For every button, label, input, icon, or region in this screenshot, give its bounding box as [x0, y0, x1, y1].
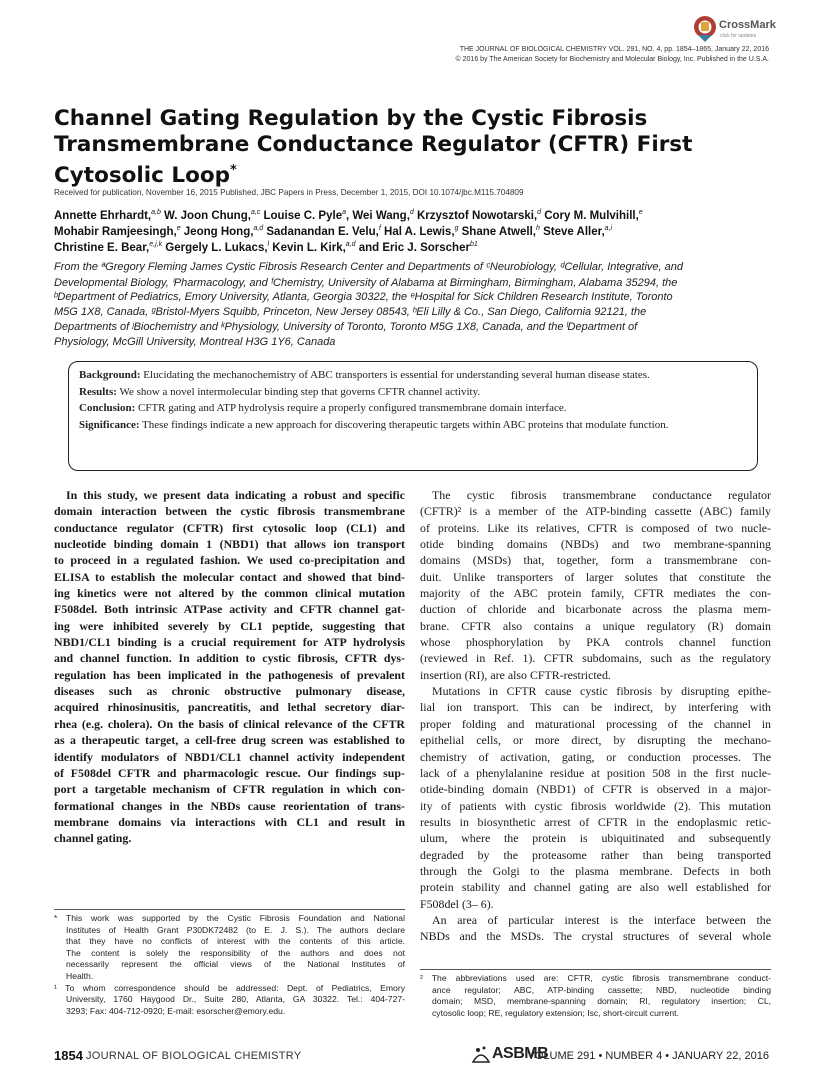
- affiliation-line: From the ªGregory Fleming James Cystic Fibrosis Research Center and Departments of ᶜNeurobiology, ᵈCellular, Integrative, and: [54, 261, 684, 273]
- crossmark-subtitle: click for updates: [720, 33, 757, 39]
- received-line: Received for publication, November 16, 2015 Published, JBC Papers in Press, December 1, 2015, DOI 10.1074/jbc.M115.704809: [54, 188, 524, 197]
- text-line: (reviewed in Ref. 1). CFTR subdomains, such as the regulatory: [420, 651, 771, 666]
- author-name: Shane Atwell,: [458, 225, 536, 238]
- structured-abstract-box: [68, 361, 758, 471]
- footnotes-left: [54, 913, 405, 1017]
- author-name: W. Joon Chung,: [160, 209, 251, 222]
- text-line: nucleotide binding domain 1 (NBD1) that allows ion transport: [54, 537, 405, 552]
- asbmb-logo-text: ASBMB: [492, 1045, 549, 1062]
- text-line: protein stability and channel gating are also well established for: [420, 880, 771, 895]
- page-number: 1854: [54, 1048, 83, 1063]
- text-line: formational changes in the NBDs cause reorientation of trans-: [54, 798, 405, 813]
- footnotes-right: [420, 973, 771, 1019]
- text-line: lack of a phenylalanine residue at position 508 in the first nucle-: [420, 765, 771, 780]
- text-line: duction of chloride and bicarbonate across the plasma mem-: [420, 602, 771, 617]
- text-line: channel gating.: [54, 831, 132, 846]
- text-line: ing kinetics were not altered by the common clinical mutation: [54, 586, 405, 601]
- text-line: ity of patients with cystic fibrosis worldwide (2). This mutation: [420, 798, 771, 813]
- author-name: Christine E. Bear,: [54, 241, 150, 254]
- text-line: domain interaction between the cystic fibrosis transmembrane: [54, 504, 405, 519]
- text-line: cytosolic loop; RE, regulatory extension; Isc, short-circuit current.: [432, 1007, 679, 1018]
- title-line-1: Channel Gating Regulation by the Cystic Fibrosis: [54, 106, 648, 131]
- author-name: Kevin L. Kirk,: [269, 241, 346, 254]
- text-line: NBD1/CL1 binding is a crucial requirement for ATP hydrolysis: [54, 635, 405, 650]
- affiliation-line: Developmental Biology, ⁱPharmacology, and ᶠChemistry, University of Alabama at Birmingham, Birmingham, Alabama 35294, the: [54, 277, 678, 289]
- text-line: chemistry of activation, gating, or conduction processes. The: [420, 749, 771, 764]
- authors-line-1: Annette Ehrhardt,$^{a,b}$ W. Joon Chung,$^{a,c}$ Louise C. Pyle$^a$, Wei Wang,$^d$ Krzysztof Nowotarski,$^d$ Cory M. Mulvihill,$^e$: [54, 209, 643, 222]
- text-line: The cystic fibrosis transmembrane conductance regulator: [432, 488, 771, 502]
- asbmb-flask-icon: [470, 1044, 492, 1064]
- text-line: 3293; Fax: 404-712-0920; E-mail: esorscher@emory.edu.: [66, 1005, 286, 1016]
- text-line: F508del (3– 6).: [420, 896, 494, 911]
- text-line: insertion (RI), are also CFTR-restricted.: [420, 667, 611, 682]
- text-line: otide binding domains (NBDs) and two membrane-spanning: [420, 537, 771, 552]
- text-line: diseases such as chronic obstructive pulmonary disease,: [54, 684, 405, 699]
- text-line: that they have no conflicts of interest with the contents of this article.: [66, 936, 405, 947]
- text-line: Health.: [66, 970, 94, 981]
- author-name: and Eric J. Sorscher: [355, 241, 470, 254]
- volume-info: VOLUME 291 • NUMBER 4 • JANUARY 22, 2016: [527, 1050, 769, 1062]
- text-line: ELISA to establish the molecular contact and showed that bind-: [54, 569, 405, 584]
- abstract-significance: Significance: These findings indicate a new approach for discovering therapeutic targets within ABC proteins that modulate function.: [79, 418, 669, 431]
- text-line: acquired rhinosinusitis, pancreatitis, and lethal secretory diar-: [54, 700, 405, 715]
- article-title: [54, 106, 754, 189]
- text-line: F508del. Both intrinsic ATPase activity and CFTR channel gat-: [54, 602, 405, 617]
- text-line: identify modulators of NBD1/CL1 channel activity independent: [54, 749, 405, 764]
- author-name: Mohabir Ramjeesingh,: [54, 225, 177, 238]
- authors-line-2: Mohabir Ramjeesingh,$^e$ Jeong Hong,$^{a,d}$ Sadanandan E. Velu,$^f$ Hal A. Lewis,$^g$ Shane Atwell,$^h$ Steve Aller,$^{a,i}$: [54, 225, 613, 238]
- text-line: and channel function. In addition to cystic fibrosis, CFTR dys-: [54, 651, 405, 666]
- text-line: results in biosynthetic arrest of CFTR in the endoplasmic retic-: [420, 814, 771, 829]
- author-name: Steve Aller,: [539, 225, 605, 238]
- abstract-text: [54, 487, 405, 847]
- text-line: ing were inhibited severely by CL1 peptide, suggesting that: [54, 618, 405, 633]
- text-line: whose phosphorylation by PKA controls channel function: [420, 635, 771, 650]
- text-line: port a targetable mechanism of CFTR regulation in which con-: [54, 782, 405, 797]
- text-line: ulum, where the protein is ubiquitinated and subsequently: [420, 831, 771, 846]
- text-line: epithelial cells, or more direct, by disrupting the mechano-: [420, 733, 771, 748]
- author-name: Hal A. Lewis,: [380, 225, 455, 238]
- running-head-line1: THE JOURNAL OF BIOLOGICAL CHEMISTRY VOL. 291, NO. 4, pp. 1854–1865, January 22, 2016: [459, 46, 769, 53]
- title-line-3: Cytosolic Loop: [54, 163, 231, 189]
- text-line: In this study, we present data indicating a robust and specific: [66, 488, 405, 502]
- text-line: necessarily represent the official views of the National Institutes of: [66, 959, 405, 970]
- author-name: Louise C. Pyle: [260, 209, 343, 222]
- title-footnote-mark[interactable]: *: [230, 163, 237, 178]
- text-line: domains (MSDs) that, together, form a transmembrane con-: [420, 553, 771, 568]
- text-line: * This work was supported by the Cystic Fibrosis Foundation and National: [54, 913, 405, 923]
- author-name: Sadanandan E. Velu,: [263, 225, 379, 238]
- running-head-line2: © 2016 by The American Society for Biochemistry and Molecular Biology, Inc. Published in the U.S.A.: [455, 56, 769, 63]
- text-line: brane. CFTR also contains a unique regulatory (R) domain: [420, 618, 771, 633]
- footnote-divider: [420, 969, 771, 970]
- abstract-background: Background: Elucidating the mechanochemistry of ABC transporters is essential for understanding several human disease states.: [79, 369, 650, 381]
- text-line: The content is solely the responsibility of the authors and does not: [66, 947, 405, 958]
- introduction-text: [420, 487, 771, 945]
- author-name: Krzysztof Nowotarski,: [413, 209, 538, 222]
- journal-name: JOURNAL OF BIOLOGICAL CHEMISTRY: [86, 1050, 302, 1062]
- text-line: (CFTR)² is a member of the ATP-binding cassette (ABC) family: [420, 504, 771, 519]
- affiliation-line: Departments of ʲBiochemistry and ᵏPhysiology, University of Toronto, Toronto M5G 1X8, Canada, and the ˡDepartment of: [54, 321, 638, 333]
- crossmark-title: CrossMark: [719, 19, 776, 31]
- author-name: Gergely L. Lukacs,: [162, 241, 268, 254]
- text-line: otide-binding domain (NBD1) of CFTR is observed in a major-: [420, 782, 771, 797]
- author-name: , Wei Wang,: [346, 209, 410, 222]
- text-line: duit. Unlike transporters of larger solutes that constitute the: [420, 569, 771, 584]
- text-line: ¹ To whom correspondence should be addressed: Dept. of Pediatrics, Emory: [54, 982, 405, 993]
- crossmark-icon: [693, 15, 717, 43]
- text-line: to proceed in a regulated fashion. We used co-precipitation and: [54, 553, 405, 568]
- text-line: of proteins. Like its relatives, CFTR is composed of two nucle-: [420, 520, 771, 535]
- text-line: as a therapeutic target, a cell-free drug screen was established to: [54, 733, 405, 748]
- text-line: NBDs and the MSDs. The crystal structures of several whole: [420, 929, 771, 944]
- text-line: proper folding and maturational processing of the channel in: [420, 716, 771, 731]
- text-line: domain; MSD, membrane-spanning domain; RI, regulatory insertion; CL,: [432, 996, 771, 1007]
- author-name: Annette Ehrhardt,: [54, 209, 152, 222]
- text-line: lial ion transport. This can be indirect, by interfering with: [420, 700, 771, 715]
- text-line: Mutations in CFTR cause cystic fibrosis by disrupting epithe-: [432, 684, 771, 699]
- text-line: of F508del CFTR and pharmacologic rescue. Our findings sup-: [54, 765, 405, 780]
- crossmark-badge[interactable]: [693, 15, 793, 45]
- text-line: conductance regulator (CFTR) first cytosolic loop (CL1) and: [54, 520, 405, 535]
- affiliation-line: ᵇDepartment of Pediatrics, Emory University, Atlanta, Georgia 30322, the ᵉHospital for Sick Children Research Institute, Toronto: [54, 291, 673, 303]
- abstract-conclusion: Conclusion: CFTR gating and ATP hydrolysis require a properly configured transmembrane domain interface.: [79, 402, 567, 415]
- text-line: through the Golgi to the plasma membrane. Defects in both: [420, 863, 771, 878]
- affiliation-line: M5G 1X8, Canada, ᵍBristol-Myers Squibb, Princeton, New Jersey 08543, ʰEli Lilly & Co., San Diego, California 92121, the: [54, 306, 647, 318]
- affiliation-line: Physiology, McGill University, Montreal H3G 1Y6, Canada: [54, 336, 336, 348]
- text-line: rhea (e.g. cholera). On the basis of clinical relevance of the CFTR: [54, 716, 405, 731]
- text-line: ² The abbreviations used are: CFTR, cystic fibrosis transmembrane conduct-: [420, 973, 771, 983]
- abstract-results: Results: We show a novel intermolecular binding step that governs CFTR channel activity.: [79, 385, 481, 398]
- author-name: Jeong Hong,: [180, 225, 254, 238]
- title-line-2: Transmembrane Conductance Regulator (CFTR) First: [54, 132, 693, 157]
- text-line: ance regulator; ABC, ATP-binding cassette; NBD, nucleotide binding: [432, 984, 771, 995]
- text-line: regulation has been implicated in the pathogenesis of prevalent: [54, 667, 405, 682]
- authors-line-3: Christine E. Bear,$^{e,j,k}$ Gergely L. Lukacs,$^l$ Kevin L. Kirk,$^{a,d}$ and Eric J. Sorscher$^{b1}$: [54, 241, 478, 254]
- author-name: Cory M. Mulvihill,: [541, 209, 639, 222]
- text-line: degraded by the proteasome rather than being transported: [420, 847, 771, 862]
- text-line: membrane domains via interactions with CL1 and result in: [54, 814, 405, 829]
- footnote-divider: [54, 909, 405, 910]
- text-line: majority of the ABC protein family, CFTR mediates the con-: [420, 586, 771, 601]
- text-line: Institutes of Health Grant P30DK72482 (to E. J. S.). The authors declare: [66, 924, 405, 935]
- text-line: An area of particular interest is the interface between the: [432, 912, 771, 927]
- text-line: University, 1760 Haygood Dr., Suite 280, Atlanta, GA 30322. Tel.: 404-727-: [66, 994, 405, 1005]
